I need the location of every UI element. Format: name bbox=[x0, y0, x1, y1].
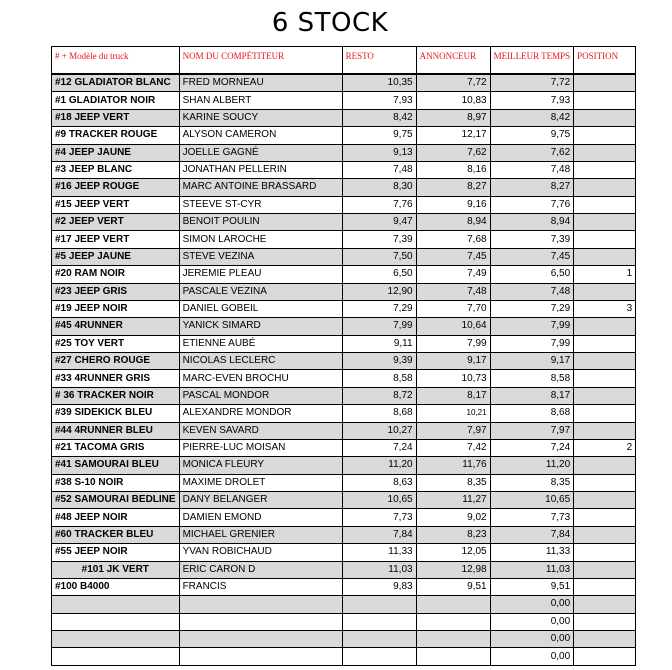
cell-meilleur-temps: 7,39 bbox=[490, 231, 574, 248]
table-row bbox=[52, 335, 636, 352]
cell-competitor: JOELLE GAGNÉ bbox=[179, 144, 342, 161]
cell-resto: 7,50 bbox=[342, 248, 416, 265]
cell-model: #39 SIDEKICK BLEU bbox=[52, 405, 180, 422]
cell-annonceur: 7,97 bbox=[416, 422, 490, 439]
cell-meilleur-temps: 7,48 bbox=[490, 161, 574, 178]
cell-position bbox=[574, 127, 636, 144]
cell-resto: 7,73 bbox=[342, 509, 416, 526]
cell-annonceur: 7,48 bbox=[416, 283, 490, 300]
cell-annonceur: 8,16 bbox=[416, 161, 490, 178]
cell-annonceur: 11,27 bbox=[416, 492, 490, 509]
table-row bbox=[52, 318, 636, 335]
cell-model: #4 JEEP JAUNE bbox=[52, 144, 180, 161]
cell-competitor: FRANCIS bbox=[179, 578, 342, 595]
table-row bbox=[52, 92, 636, 109]
header-meilleur-temps: MEILLEUR TEMPS bbox=[490, 47, 574, 75]
cell-model: #17 JEEP VERT bbox=[52, 231, 180, 248]
cell-position bbox=[574, 596, 636, 613]
cell-annonceur: 10,73 bbox=[416, 370, 490, 387]
cell-model: #21 TACOMA GRIS bbox=[52, 439, 180, 456]
table-row bbox=[52, 561, 636, 578]
table-row bbox=[52, 144, 636, 161]
cell-annonceur bbox=[416, 648, 490, 665]
cell-competitor: FRED MORNEAU bbox=[179, 74, 342, 92]
cell-position bbox=[574, 544, 636, 561]
cell-position bbox=[574, 283, 636, 300]
table-row bbox=[52, 231, 636, 248]
cell-meilleur-temps: 7,72 bbox=[490, 74, 574, 92]
cell-annonceur bbox=[416, 613, 490, 630]
cell-competitor: SIMON LAROCHE bbox=[179, 231, 342, 248]
cell-meilleur-temps: 9,75 bbox=[490, 127, 574, 144]
cell-model: #44 4RUNNER BLEU bbox=[52, 422, 180, 439]
cell-resto: 9,83 bbox=[342, 578, 416, 595]
cell-resto: 12,90 bbox=[342, 283, 416, 300]
cell-annonceur: 12,05 bbox=[416, 544, 490, 561]
cell-competitor: DANY BELANGER bbox=[179, 492, 342, 509]
cell-competitor: JEREMIE PLEAU bbox=[179, 266, 342, 283]
cell-competitor: STEVE VEZINA bbox=[179, 248, 342, 265]
cell-position bbox=[574, 492, 636, 509]
cell-resto: 9,39 bbox=[342, 353, 416, 370]
cell-competitor: DAMIEN EMOND bbox=[179, 509, 342, 526]
cell-position bbox=[574, 578, 636, 595]
cell-meilleur-temps: 7,45 bbox=[490, 248, 574, 265]
cell-resto bbox=[342, 613, 416, 630]
cell-meilleur-temps: 9,51 bbox=[490, 578, 574, 595]
cell-meilleur-temps: 0,00 bbox=[490, 596, 574, 613]
cell-model: #55 JEEP NOIR bbox=[52, 544, 180, 561]
table-row bbox=[52, 196, 636, 213]
page-title: 6 STOCK bbox=[271, 8, 389, 38]
cell-annonceur: 8,17 bbox=[416, 387, 490, 404]
table-row bbox=[52, 109, 636, 126]
cell-position bbox=[574, 109, 636, 126]
cell-resto: 7,24 bbox=[342, 439, 416, 456]
cell-competitor: DANIEL GOBEIL bbox=[179, 300, 342, 317]
table-row bbox=[52, 596, 636, 613]
table-row bbox=[52, 214, 636, 231]
cell-model: #16 JEEP ROUGE bbox=[52, 179, 180, 196]
table-row bbox=[52, 283, 636, 300]
cell-annonceur: 12,98 bbox=[416, 561, 490, 578]
cell-meilleur-temps: 7,93 bbox=[490, 92, 574, 109]
table-body bbox=[52, 74, 636, 665]
cell-annonceur: 8,35 bbox=[416, 474, 490, 491]
cell-competitor bbox=[179, 648, 342, 665]
table-row bbox=[52, 526, 636, 543]
cell-meilleur-temps: 7,48 bbox=[490, 283, 574, 300]
cell-model: #12 GLADIATOR BLANC bbox=[52, 74, 180, 92]
header-resto: RESTO bbox=[342, 47, 416, 75]
cell-annonceur bbox=[416, 631, 490, 648]
cell-position bbox=[574, 526, 636, 543]
cell-position: 2 bbox=[574, 439, 636, 456]
table-row bbox=[52, 474, 636, 491]
cell-model: #48 JEEP NOIR bbox=[52, 509, 180, 526]
cell-position: 1 bbox=[574, 266, 636, 283]
cell-meilleur-temps: 8,42 bbox=[490, 109, 574, 126]
cell-position bbox=[574, 353, 636, 370]
cell-annonceur: 11,76 bbox=[416, 457, 490, 474]
cell-resto: 11,20 bbox=[342, 457, 416, 474]
cell-meilleur-temps: 7,62 bbox=[490, 144, 574, 161]
cell-model bbox=[52, 631, 180, 648]
cell-position bbox=[574, 648, 636, 665]
cell-resto: 8,42 bbox=[342, 109, 416, 126]
cell-annonceur: 9,17 bbox=[416, 353, 490, 370]
cell-competitor bbox=[179, 631, 342, 648]
cell-meilleur-temps: 9,17 bbox=[490, 353, 574, 370]
cell-model: #5 JEEP JAUNE bbox=[52, 248, 180, 265]
cell-competitor: YANICK SIMARD bbox=[179, 318, 342, 335]
cell-meilleur-temps: 7,29 bbox=[490, 300, 574, 317]
header-position: POSITION bbox=[574, 47, 636, 75]
cell-model: #27 CHERO ROUGE bbox=[52, 353, 180, 370]
table-row bbox=[52, 161, 636, 178]
cell-model: #20 RAM NOIR bbox=[52, 266, 180, 283]
cell-resto: 7,84 bbox=[342, 526, 416, 543]
cell-resto: 9,13 bbox=[342, 144, 416, 161]
table-row bbox=[52, 492, 636, 509]
table-row bbox=[52, 300, 636, 317]
cell-competitor: YVAN ROBICHAUD bbox=[179, 544, 342, 561]
table-row bbox=[52, 127, 636, 144]
cell-position bbox=[574, 370, 636, 387]
cell-annonceur: 7,70 bbox=[416, 300, 490, 317]
table-row bbox=[52, 387, 636, 404]
cell-model: # 36 TRACKER NOIR bbox=[52, 387, 180, 404]
cell-resto bbox=[342, 648, 416, 665]
cell-annonceur: 8,27 bbox=[416, 179, 490, 196]
cell-model bbox=[52, 596, 180, 613]
cell-competitor: ALYSON CAMERON bbox=[179, 127, 342, 144]
cell-annonceur: 9,02 bbox=[416, 509, 490, 526]
table-row bbox=[52, 248, 636, 265]
cell-meilleur-temps: 11,33 bbox=[490, 544, 574, 561]
cell-model: #1 GLADIATOR NOIR bbox=[52, 92, 180, 109]
cell-model: #15 JEEP VERT bbox=[52, 196, 180, 213]
cell-position bbox=[574, 422, 636, 439]
table-row bbox=[52, 179, 636, 196]
cell-position bbox=[574, 561, 636, 578]
cell-resto: 9,11 bbox=[342, 335, 416, 352]
table-row bbox=[52, 578, 636, 595]
cell-annonceur: 7,45 bbox=[416, 248, 490, 265]
cell-position bbox=[574, 335, 636, 352]
cell-annonceur: 7,72 bbox=[416, 74, 490, 92]
cell-model: #18 JEEP VERT bbox=[52, 109, 180, 126]
cell-resto: 6,50 bbox=[342, 266, 416, 283]
table-row bbox=[52, 439, 636, 456]
cell-meilleur-temps: 7,76 bbox=[490, 196, 574, 213]
table-row bbox=[52, 648, 636, 665]
table-row bbox=[52, 266, 636, 283]
cell-annonceur: 7,62 bbox=[416, 144, 490, 161]
cell-meilleur-temps: 8,58 bbox=[490, 370, 574, 387]
cell-position bbox=[574, 92, 636, 109]
cell-model: #52 SAMOURAI BEDLINE bbox=[52, 492, 180, 509]
cell-model: #25 TOY VERT bbox=[52, 335, 180, 352]
cell-meilleur-temps: 0,00 bbox=[490, 648, 574, 665]
cell-competitor: MONICA FLEURY bbox=[179, 457, 342, 474]
cell-competitor: ETIENNE AUBÉ bbox=[179, 335, 342, 352]
cell-resto: 7,39 bbox=[342, 231, 416, 248]
cell-position bbox=[574, 179, 636, 196]
cell-resto: 8,63 bbox=[342, 474, 416, 491]
cell-competitor: BENOIT POULIN bbox=[179, 214, 342, 231]
cell-resto: 9,47 bbox=[342, 214, 416, 231]
cell-position: 3 bbox=[574, 300, 636, 317]
cell-position bbox=[574, 631, 636, 648]
cell-position bbox=[574, 74, 636, 92]
cell-meilleur-temps: 6,50 bbox=[490, 266, 574, 283]
cell-position bbox=[574, 231, 636, 248]
cell-resto: 7,29 bbox=[342, 300, 416, 317]
cell-position bbox=[574, 474, 636, 491]
table-row bbox=[52, 353, 636, 370]
cell-meilleur-temps: 7,84 bbox=[490, 526, 574, 543]
cell-position bbox=[574, 509, 636, 526]
cell-resto bbox=[342, 596, 416, 613]
cell-resto: 10,35 bbox=[342, 74, 416, 92]
cell-meilleur-temps: 0,00 bbox=[490, 613, 574, 630]
cell-resto: 8,72 bbox=[342, 387, 416, 404]
cell-resto: 8,68 bbox=[342, 405, 416, 422]
cell-meilleur-temps: 8,35 bbox=[490, 474, 574, 491]
cell-model: #19 JEEP NOIR bbox=[52, 300, 180, 317]
cell-competitor: STEEVE ST-CYR bbox=[179, 196, 342, 213]
header-model: # + Modèle du truck bbox=[52, 47, 180, 75]
cell-meilleur-temps: 8,27 bbox=[490, 179, 574, 196]
cell-annonceur: 8,94 bbox=[416, 214, 490, 231]
table-row bbox=[52, 405, 636, 422]
cell-annonceur: 9,51 bbox=[416, 578, 490, 595]
cell-position bbox=[574, 196, 636, 213]
results-table bbox=[51, 46, 636, 666]
cell-competitor: JONATHAN PELLERIN bbox=[179, 161, 342, 178]
cell-annonceur: 10,21 bbox=[416, 405, 490, 422]
cell-annonceur: 9,16 bbox=[416, 196, 490, 213]
cell-meilleur-temps: 7,97 bbox=[490, 422, 574, 439]
cell-position bbox=[574, 248, 636, 265]
cell-annonceur: 7,42 bbox=[416, 439, 490, 456]
cell-competitor: NICOLAS LECLERC bbox=[179, 353, 342, 370]
cell-resto: 8,58 bbox=[342, 370, 416, 387]
cell-model: #41 SAMOURAI BLEU bbox=[52, 457, 180, 474]
cell-model: #60 TRACKER BLEU bbox=[52, 526, 180, 543]
cell-resto: 9,75 bbox=[342, 127, 416, 144]
cell-competitor: MARC-EVEN BROCHU bbox=[179, 370, 342, 387]
cell-resto: 7,76 bbox=[342, 196, 416, 213]
cell-competitor: MARC ANTOINE BRASSARD bbox=[179, 179, 342, 196]
cell-annonceur: 7,49 bbox=[416, 266, 490, 283]
table-row bbox=[52, 613, 636, 630]
cell-resto: 7,48 bbox=[342, 161, 416, 178]
table-row bbox=[52, 631, 636, 648]
cell-position bbox=[574, 214, 636, 231]
cell-meilleur-temps: 11,03 bbox=[490, 561, 574, 578]
cell-meilleur-temps: 10,65 bbox=[490, 492, 574, 509]
cell-competitor: PASCALE VEZINA bbox=[179, 283, 342, 300]
cell-model: #33 4RUNNER GRIS bbox=[52, 370, 180, 387]
cell-model: #45 4RUNNER bbox=[52, 318, 180, 335]
cell-competitor: MICHAEL GRENIER bbox=[179, 526, 342, 543]
cell-position bbox=[574, 318, 636, 335]
cell-competitor: MAXIME DROLET bbox=[179, 474, 342, 491]
cell-meilleur-temps: 7,73 bbox=[490, 509, 574, 526]
cell-position bbox=[574, 161, 636, 178]
cell-annonceur: 7,99 bbox=[416, 335, 490, 352]
cell-model bbox=[52, 613, 180, 630]
cell-resto: 10,65 bbox=[342, 492, 416, 509]
cell-meilleur-temps: 8,17 bbox=[490, 387, 574, 404]
cell-annonceur: 8,23 bbox=[416, 526, 490, 543]
cell-annonceur: 12,17 bbox=[416, 127, 490, 144]
cell-meilleur-temps: 7,99 bbox=[490, 318, 574, 335]
table-row bbox=[52, 544, 636, 561]
header-competitor: NOM DU COMPÉTITEUR bbox=[179, 47, 342, 75]
cell-meilleur-temps: 8,68 bbox=[490, 405, 574, 422]
cell-resto: 11,03 bbox=[342, 561, 416, 578]
cell-model: #38 S-10 NOIR bbox=[52, 474, 180, 491]
cell-position bbox=[574, 457, 636, 474]
cell-annonceur: 10,83 bbox=[416, 92, 490, 109]
cell-model: #23 JEEP GRIS bbox=[52, 283, 180, 300]
cell-model: #2 JEEP VERT bbox=[52, 214, 180, 231]
cell-meilleur-temps: 11,20 bbox=[490, 457, 574, 474]
cell-competitor: ERIC CARON D bbox=[179, 561, 342, 578]
cell-annonceur bbox=[416, 596, 490, 613]
cell-competitor: PASCAL MONDOR bbox=[179, 387, 342, 404]
cell-model: #101 JK VERT bbox=[52, 561, 180, 578]
cell-resto: 7,93 bbox=[342, 92, 416, 109]
cell-competitor: PIERRE-LUC MOISAN bbox=[179, 439, 342, 456]
table-row bbox=[52, 457, 636, 474]
cell-competitor: SHAN ALBERT bbox=[179, 92, 342, 109]
cell-resto: 8,30 bbox=[342, 179, 416, 196]
cell-resto bbox=[342, 631, 416, 648]
cell-meilleur-temps: 0,00 bbox=[490, 631, 574, 648]
cell-model: #3 JEEP BLANC bbox=[52, 161, 180, 178]
cell-competitor bbox=[179, 613, 342, 630]
header-row bbox=[52, 47, 636, 75]
cell-competitor: KARINE SOUCY bbox=[179, 109, 342, 126]
cell-position bbox=[574, 405, 636, 422]
cell-annonceur: 10,64 bbox=[416, 318, 490, 335]
cell-resto: 7,99 bbox=[342, 318, 416, 335]
cell-resto: 10,27 bbox=[342, 422, 416, 439]
table-row bbox=[52, 370, 636, 387]
cell-meilleur-temps: 7,99 bbox=[490, 335, 574, 352]
cell-competitor: ALEXANDRE MONDOR bbox=[179, 405, 342, 422]
cell-competitor: KEVEN SAVARD bbox=[179, 422, 342, 439]
cell-resto: 11,33 bbox=[342, 544, 416, 561]
table-row bbox=[52, 74, 636, 92]
cell-position bbox=[574, 387, 636, 404]
cell-meilleur-temps: 8,94 bbox=[490, 214, 574, 231]
cell-competitor bbox=[179, 596, 342, 613]
table-row bbox=[52, 422, 636, 439]
cell-annonceur: 8,97 bbox=[416, 109, 490, 126]
cell-meilleur-temps: 7,24 bbox=[490, 439, 574, 456]
table-row bbox=[52, 509, 636, 526]
header-annonceur: ANNONCEUR bbox=[416, 47, 490, 75]
cell-annonceur: 7,68 bbox=[416, 231, 490, 248]
cell-model: #100 B4000 bbox=[52, 578, 180, 595]
cell-model bbox=[52, 648, 180, 665]
cell-model: #9 TRACKER ROUGE bbox=[52, 127, 180, 144]
cell-position bbox=[574, 144, 636, 161]
cell-position bbox=[574, 613, 636, 630]
